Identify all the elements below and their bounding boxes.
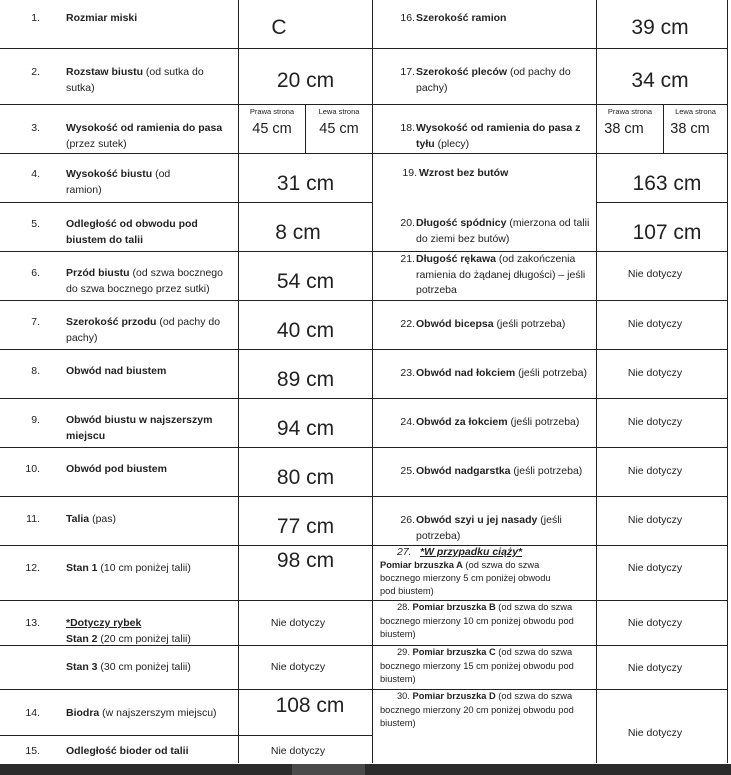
measurement-label: Wysokość od ramienia do pasa (przez sutek) [66, 122, 223, 150]
measurement-label: Stan 3 (30 cm poniżej talii) [66, 661, 191, 673]
measurement-row [373, 301, 596, 349]
pregnancy-heading: *W przypadku ciąży* [420, 546, 523, 558]
row-number: 18. [400, 122, 415, 134]
bottom-bar [0, 764, 731, 775]
measurement-label: Obwód biustu w najszerszym miejscu [66, 414, 213, 442]
row-number: 6. [31, 267, 40, 279]
measurement-label: Talia (pas) [66, 513, 116, 525]
measurement-row [373, 49, 596, 104]
not-applicable-value: Nie dotyczy [627, 662, 683, 674]
measurement-label: Obwód za łokciem (jeśli potrzeba) [416, 416, 580, 428]
measurement-row [373, 646, 596, 689]
measurement-row [0, 252, 238, 300]
measurement-label: 28. Pomiar brzuszka B (od szwa do szwa bocznego mierzony 10 cm poniżej obwodu pod biustem) [380, 602, 574, 639]
left-side-value: 45 cm [319, 121, 359, 137]
measurement-value: 89 cm [276, 368, 335, 391]
not-applicable-value: Nie dotyczy [627, 268, 683, 280]
measurement-label: Długość spódnicy (mierzona od talii do ziemi bez butów) [416, 217, 590, 245]
measurement-row [373, 105, 596, 153]
measurement-row [373, 497, 596, 545]
measurement-value: 34 cm [631, 69, 689, 92]
row-number: 15. [25, 745, 40, 757]
measurement-row [373, 399, 596, 447]
row-number: 25. [400, 465, 415, 477]
measurement-label: *Dotyczy rybek Stan 2 (20 cm poniżej talii) [66, 617, 191, 645]
measurement-label: 30. Pomiar brzuszka D (od szwa do szwa bocznego mierzony 20 cm poniżej obwodu pod biustem) [380, 691, 574, 728]
measurement-row [0, 646, 238, 689]
row-number: 3. [31, 122, 40, 134]
measurement-label: 29. Pomiar brzuszka C (od szwa do szwa bocznego mierzony 15 cm poniżej obwodu pod biustem) [380, 647, 574, 684]
row-number: 16. [400, 12, 415, 24]
measurement-row [373, 0, 596, 48]
not-applicable-value: Nie dotyczy [270, 745, 326, 757]
right-side-value: 38 cm [604, 121, 644, 137]
measurement-row [0, 497, 238, 545]
measurement-label: Szerokość pleców (od pachy do pachy) [416, 66, 571, 94]
measurement-row [373, 203, 596, 251]
measurement-row [0, 736, 238, 763]
measurement-row [373, 350, 596, 398]
row-number: 21. [400, 253, 415, 265]
row-number: 5. [31, 218, 40, 230]
measurement-row [0, 154, 238, 202]
measurement-value: 40 cm [276, 319, 335, 342]
measurement-row [373, 690, 596, 763]
measurement-row [0, 105, 238, 153]
measurement-label: Rozmiar miski [66, 12, 138, 24]
measurement-row [0, 546, 238, 600]
measurement-row [0, 350, 238, 398]
row-number: 22. [400, 318, 415, 330]
grid-line [596, 202, 728, 203]
row-number: 23. [400, 367, 415, 379]
measurement-row [0, 301, 238, 349]
not-applicable-value: Nie dotyczy [627, 514, 683, 526]
not-applicable-value: Nie dotyczy [627, 367, 683, 379]
measurement-label: Stan 1 (10 cm poniżej talii) [66, 562, 191, 574]
row-number: 9. [31, 414, 40, 426]
measurement-value: 94 cm [276, 417, 335, 440]
row-number: 1. [31, 12, 40, 24]
measurement-label: Długość rękawa (od zakończenia ramienia do żądanej długości) – jeśli potrzeba [416, 253, 586, 296]
measurement-label: Wysokość biustu (od ramion) [66, 168, 171, 196]
measurement-row [0, 399, 238, 447]
measurement-label: Rozstaw biustu (od sutka do sutka) [66, 66, 204, 94]
measurement-row [0, 49, 238, 104]
measurement-label: Obwód nadgarstka (jeśli potrzeba) [416, 465, 583, 477]
measurement-label: Wzrost bez butów [419, 167, 509, 179]
right-side-value: 45 cm [252, 121, 292, 137]
row-number: 7. [31, 316, 40, 328]
row-number: 11. [26, 513, 40, 525]
measurement-label: Obwód pod biustem [66, 463, 167, 475]
scrollbar-thumb[interactable] [292, 764, 365, 775]
measurement-value: 31 cm [276, 172, 335, 195]
left-side-value: 38 cm [670, 121, 710, 137]
measurement-label: Obwód bicepsa (jeśli potrzeba) [416, 318, 566, 330]
measurement-row [0, 203, 238, 251]
measurement-value: 80 cm [276, 466, 335, 489]
row-number: 17. [400, 66, 415, 78]
measurement-label: Przód biustu (od szwa bocznego do szwa bocznego przez sutki) [66, 267, 223, 295]
left-side-caption: Lewa strona [318, 107, 360, 116]
measurement-label: Obwód nad biustem [66, 365, 167, 377]
row-number: 19. [402, 167, 417, 179]
measurement-label: Biodra (w najszerszym miejscu) [66, 707, 217, 719]
not-applicable-value: Nie dotyczy [627, 727, 683, 739]
not-applicable-value: Nie dotyczy [270, 617, 326, 629]
row-number: 4. [31, 168, 40, 180]
row-number: 24. [400, 416, 415, 428]
row-number: 27. [397, 546, 412, 558]
grid-line [727, 0, 728, 763]
left-side-caption: Lewa strona [675, 107, 716, 116]
measurement-label: Obwód nad łokciem (jeśli potrzeba) [416, 367, 587, 379]
measurement-row [373, 601, 596, 645]
measurement-row [373, 252, 596, 300]
measurement-value: 77 cm [276, 515, 335, 538]
measurement-label: Obwód szyi u jej nasady (jeśli potrzeba) [416, 514, 562, 542]
measurement-row [0, 690, 238, 735]
measurement-value: 39 cm [631, 16, 689, 39]
row-number: 13. [25, 617, 40, 629]
row-number: 8. [31, 365, 40, 377]
row-number: 2. [31, 66, 40, 78]
right-side-caption: Prawa strona [249, 107, 295, 116]
measurement-row [373, 546, 596, 600]
measurement-value: 54 cm [276, 270, 335, 293]
row-number: 14. [25, 707, 40, 719]
measurement-value: 108 cm [275, 694, 345, 717]
right-side-caption: Prawa strona [607, 107, 653, 116]
not-applicable-value: Nie dotyczy [627, 562, 683, 574]
measurement-label: Szerokość przodu (od pachy do pachy) [66, 316, 221, 344]
measurement-row [0, 0, 238, 48]
measurement-value: 163 cm [632, 172, 702, 195]
measurement-row [0, 601, 238, 645]
measurement-row [0, 448, 238, 496]
not-applicable-value: Nie dotyczy [627, 617, 683, 629]
not-applicable-value: Nie dotyczy [627, 465, 683, 477]
measurement-value: 107 cm [632, 221, 702, 244]
not-applicable-value: Nie dotyczy [627, 416, 683, 428]
measurement-label: Szerokość ramion [416, 12, 507, 24]
measurement-label: Odległość bioder od talii [66, 745, 189, 757]
measurement-row [373, 154, 596, 202]
measurement-label: Pomiar brzuszka A (od szwa do szwa bocznego mierzony 5 cm poniżej obwodu pod biustem) [380, 560, 551, 596]
measurement-label: Wysokość od ramienia do pasa z tyłu (plecy) [416, 122, 581, 150]
row-number: 12. [25, 562, 40, 574]
measurement-value: C [271, 16, 287, 39]
row-number: 10. [25, 463, 40, 475]
measurement-label: Odległość od obwodu pod biustem do talii [66, 218, 198, 246]
measurement-value: 98 cm [276, 549, 335, 572]
measurement-value: 8 cm [275, 221, 321, 244]
measurement-row [373, 448, 596, 496]
row-number: 20. [400, 217, 415, 229]
not-applicable-value: Nie dotyczy [270, 661, 326, 673]
not-applicable-value: Nie dotyczy [627, 318, 683, 330]
measurement-value: 20 cm [276, 69, 335, 92]
row-number: 26. [400, 514, 415, 526]
